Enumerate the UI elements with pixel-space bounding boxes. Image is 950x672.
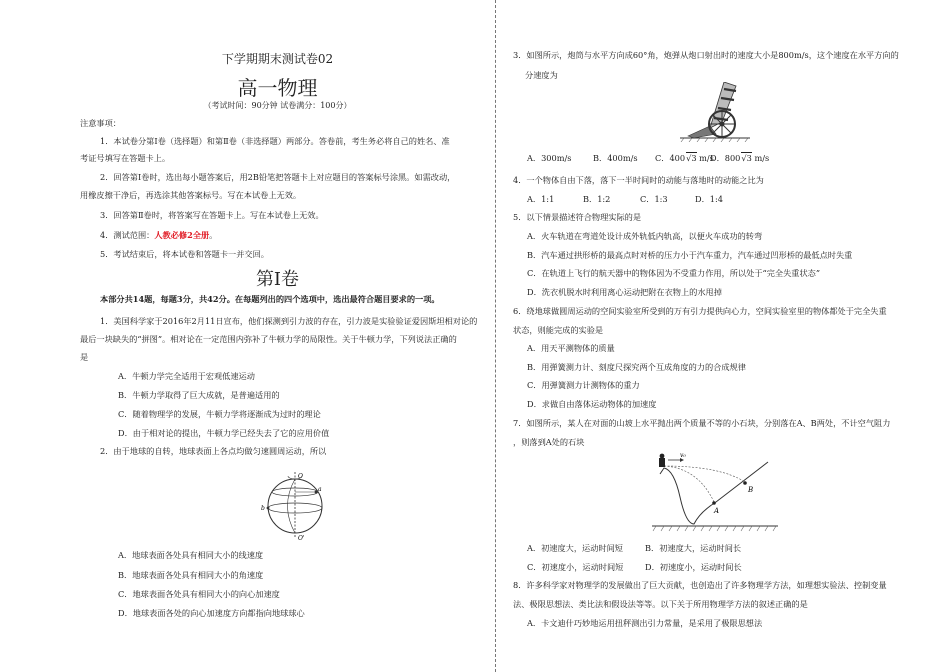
- note-2a: 2．回答第Ⅰ卷时，选出每小题答案后，用2B铅笔把答题卡上对应题目的答案标号涂黑。如需改动，: [100, 172, 456, 182]
- q7-option-a: A．初速度大，运动时间短: [527, 543, 623, 553]
- q3-d-radical: √3: [741, 153, 752, 163]
- q2-option-d: D．地球表面各处的向心加速度方向都指向地球球心: [118, 608, 305, 618]
- note-1b: 考证号填写在答题卡上。: [80, 153, 171, 163]
- fig-label-point-a: A: [714, 507, 720, 515]
- q3-option-a: A．300m/s: [527, 153, 572, 163]
- note-1a: 1．本试卷分第Ⅰ卷（选择题）和第Ⅱ卷（非选择题）两部分。答卷前，考生务必将自己的姓名、准: [100, 136, 450, 146]
- q4-stem: 4．一个物体自由下落，落下一半时间时的动能与落地时的动能之比为: [513, 175, 764, 185]
- q2-option-a: A．地球表面各处具有相同大小的线速度: [118, 550, 264, 560]
- fig-label-v0: v₀: [680, 452, 686, 459]
- section-title: 第Ⅰ卷: [255, 269, 300, 290]
- q4-option-c: C．1:3: [640, 194, 668, 204]
- q5-option-c: C．在轨道上飞行的航天器中的物体因为不受重力作用，所以处于“完全失重状态”: [527, 268, 821, 278]
- note-4-prefix: 4．测试范围：: [100, 230, 155, 240]
- fig-label-a: a: [318, 486, 322, 493]
- q3-c-rad-value: 3: [691, 153, 697, 163]
- projectile-hill-figure: [650, 452, 780, 534]
- q1-stem-2: 最后一块缺失的“拼图”。相对论在一定范围内弥补了牛顿力学的局限性。关于牛顿力学，下列说法正确的: [80, 334, 457, 344]
- q6-option-c: C．用弹簧测力计测物体的重力: [527, 380, 640, 390]
- fig-label-point-b: B: [748, 486, 754, 494]
- q3-option-c: [655, 153, 714, 164]
- q2-option-c: C．地球表面各处具有相同大小的向心加速度: [118, 589, 280, 599]
- q3-stem-2: 分速度为: [525, 70, 558, 80]
- q3-option-d: [710, 153, 769, 164]
- note-4: [100, 230, 217, 241]
- note-3: 3．回答第Ⅱ卷时，将答案写在答题卡上。写在本试卷上无效。: [100, 210, 324, 220]
- q3-stem-1: 3．如图所示，炮筒与水平方向成60°角，炮弹从炮口射出时的速度大小是800m/s，这个速度在水平方向的: [513, 50, 899, 60]
- earth-rotation-figure: [250, 470, 340, 542]
- q3-c-unit: m/s: [699, 153, 714, 163]
- q6-stem-1: 6．绕地球做圆周运动的空间实验室所受到的万有引力提供向心力，空间实验室里的物体都处于完全失重: [513, 306, 887, 316]
- exam-subtitle: 下学期期末测试卷02: [221, 52, 334, 66]
- note-5: 5．考试结束后，将本试卷和答题卡一并交回。: [100, 249, 269, 259]
- note-2b: 用橡皮擦干净后，再选涂其他答案标号。写在本试卷上无效。: [80, 190, 302, 200]
- cannon-figure: [680, 82, 750, 142]
- q1-stem-3: 是: [80, 352, 89, 362]
- q3-option-b: B．400m/s: [593, 153, 638, 163]
- q3-c-radical: √3: [686, 153, 697, 163]
- q8-stem-2: 法、极限思想法、类比法和假设法等等。以下关于所用物理学方法的叙述正确的是: [513, 599, 808, 609]
- q8-option-a: A．卡文迪什巧妙地运用扭秤测出引力常量，是采用了极限思想法: [527, 618, 763, 628]
- q1-option-a: A．牛顿力学完全适用于宏观低速运动: [118, 371, 255, 381]
- section-instruction: 本部分共14题，每题3分，共42分。在每题列出的四个选项中，选出最符合题目要求的一项。: [100, 294, 440, 304]
- q7-option-b: B．初速度大，运动时间长: [645, 543, 742, 553]
- q6-stem-2: 状态，则能完成的实验是: [513, 325, 604, 335]
- note-4-range: 人教必修2全册: [154, 230, 210, 240]
- q5-stem: 5．以下情景描述符合物理实际的是: [513, 212, 642, 222]
- exam-title: 高一物理: [237, 76, 318, 100]
- q6-option-a: A．用天平测物体的质量: [527, 343, 615, 353]
- q3-c-coef: C．400: [655, 153, 686, 163]
- q2-option-b: B．地球表面各处具有相同大小的角速度: [118, 570, 264, 580]
- q4-option-b: B．1:2: [583, 194, 611, 204]
- q1-option-b: B．牛顿力学取得了巨大成就，是普遍适用的: [118, 390, 280, 400]
- q6-option-b: B．用弹簧测力计、刻度尺探究两个互成角度的力的合成规律: [527, 362, 746, 372]
- q2-stem: 2．由于地球的自转，地球表面上各点均做匀速圆周运动，所以: [100, 446, 327, 456]
- exam-time-info: （考试时间：90分钟 试卷满分：100分）: [203, 101, 352, 110]
- q3-d-rad-value: 3: [746, 153, 752, 163]
- q8-stem-1: 8．许多科学家对物理学的发展做出了巨大贡献，也创造出了许多物理学方法，如理想实验法、控制变量: [513, 580, 887, 590]
- q3-d-coef: D．800: [710, 153, 741, 163]
- note-4-suffix: 。: [209, 230, 218, 240]
- q7-option-d: D．初速度小，运动时间长: [645, 562, 742, 572]
- q5-option-a: A．火车轨道在弯道处设计成外轨低内轨高，以便火车成功的转弯: [527, 231, 763, 241]
- q6-option-d: D．求做自由落体运动物体的加速度: [527, 399, 657, 409]
- q3-d-unit: m/s: [754, 153, 770, 163]
- q1-option-c: C．随着物理学的发展，牛顿力学将逐渐成为过时的理论: [118, 409, 321, 419]
- fig-label-o: O: [298, 473, 303, 480]
- q7-stem-1: 7．如图所示，某人在对面的山坡上水平抛出两个质量不等的小石块，分别落在A、B两处，不计空气阻力: [513, 418, 891, 428]
- q5-option-b: B．汽车通过拱形桥的最高点时对桥的压力小于汽车重力，汽车通过凹形桥的最低点时失重: [527, 250, 853, 260]
- notes-heading: 注意事项：: [80, 118, 121, 128]
- q4-option-a: A．1:1: [527, 194, 555, 204]
- fig-label-o-prime: O': [298, 535, 305, 542]
- q7-stem-2: ，则落到A处的石块: [513, 437, 585, 447]
- column-divider: [495, 0, 496, 672]
- q5-option-d: D．洗衣机脱水时利用离心运动把附在衣物上的水甩掉: [527, 287, 722, 297]
- q4-option-d: D．1:4: [695, 194, 723, 204]
- q7-option-c: C．初速度小，运动时间短: [527, 562, 624, 572]
- q1-stem-1: 1．美国科学家于2016年2月11日宣布，他们探测到引力波的存在，引力波是实验验证爱因斯坦相对论的: [100, 316, 478, 326]
- q1-option-d: D．由于相对论的提出，牛顿力学已经失去了它的应用价值: [118, 428, 330, 438]
- fig-label-b: b: [261, 505, 265, 512]
